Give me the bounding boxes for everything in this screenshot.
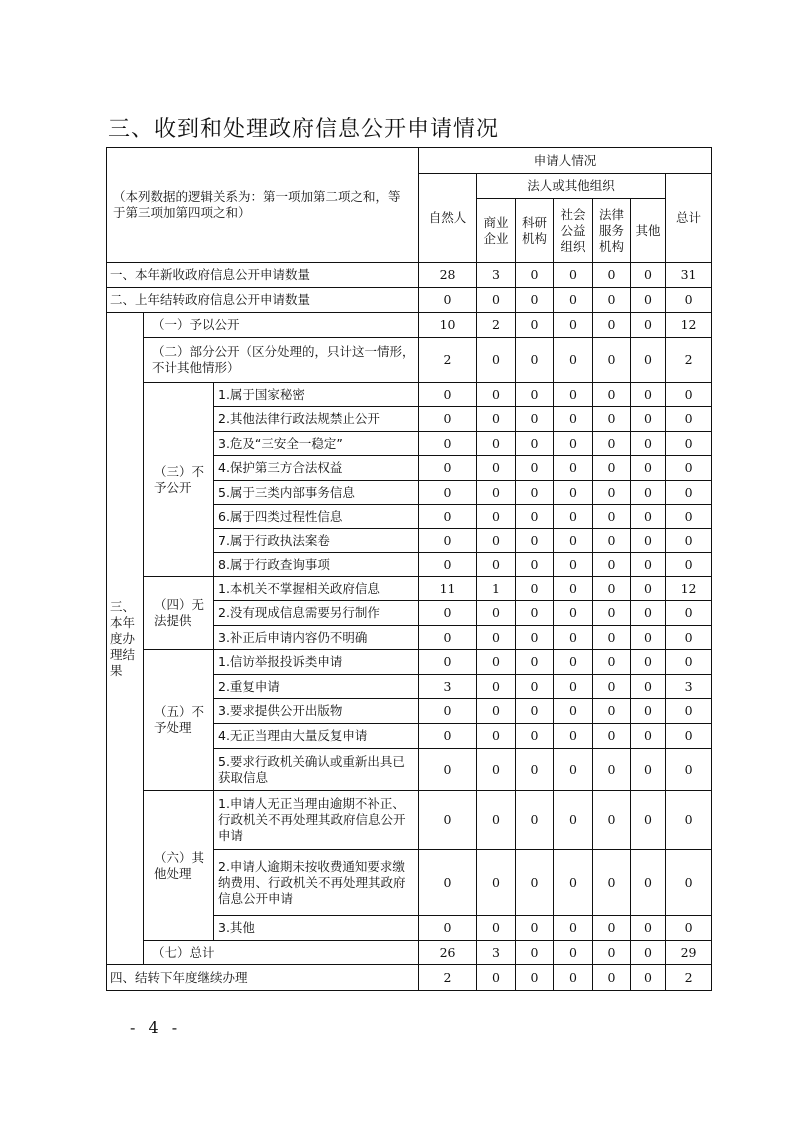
- value-cell: 0: [631, 650, 666, 675]
- value-cell: 0: [631, 481, 666, 505]
- value-cell: 0: [419, 601, 477, 626]
- table-row: [107, 338, 712, 383]
- value-cell: 0: [516, 313, 554, 338]
- value-cell: 0: [631, 456, 666, 481]
- value-cell: 0: [631, 791, 666, 850]
- header-note: （本列数据的逻辑关系为：第一项加第二项之和，等于第三项加第四项之和）: [107, 148, 419, 263]
- value-cell: 0: [554, 850, 593, 916]
- value-cell: 0: [419, 791, 477, 850]
- value-cell: 0: [554, 699, 593, 724]
- value-cell: 0: [593, 724, 631, 749]
- value-cell: 0: [631, 338, 666, 383]
- value-cell: 0: [516, 432, 554, 456]
- value-cell: 0: [593, 529, 631, 553]
- value-cell: 0: [593, 505, 631, 529]
- value-cell: 0: [477, 432, 516, 456]
- value-cell: 0: [554, 724, 593, 749]
- header-other: 其他: [631, 199, 666, 263]
- value-cell: 0: [666, 601, 712, 626]
- value-cell: 0: [419, 432, 477, 456]
- value-cell: 0: [554, 749, 593, 791]
- value-cell: 0: [516, 749, 554, 791]
- value-cell: 12: [666, 577, 712, 601]
- table-row: [107, 263, 712, 288]
- value-cell: 0: [554, 626, 593, 650]
- page-number: - 4 -: [130, 1018, 182, 1037]
- row-label: （一）予以公开: [144, 313, 419, 338]
- value-cell: 0: [631, 263, 666, 288]
- value-cell: 0: [419, 505, 477, 529]
- value-cell: 3: [419, 675, 477, 699]
- item-label: 1.本机关不掌握相关政府信息: [214, 577, 419, 601]
- value-cell: 0: [593, 313, 631, 338]
- value-cell: 0: [666, 650, 712, 675]
- item-label: 5.要求行政机关确认或重新出具已获取信息: [214, 749, 419, 791]
- value-cell: 29: [666, 941, 712, 965]
- value-cell: 0: [419, 407, 477, 432]
- header-natural: 自然人: [419, 174, 477, 263]
- value-cell: 0: [419, 850, 477, 916]
- value-cell: 0: [554, 577, 593, 601]
- value-cell: 0: [477, 724, 516, 749]
- table-row: [107, 941, 712, 965]
- value-cell: 0: [477, 650, 516, 675]
- item-label: 1.属于国家秘密: [214, 383, 419, 407]
- value-cell: 0: [593, 481, 631, 505]
- item-label: 2.重复申请: [214, 675, 419, 699]
- value-cell: 0: [631, 553, 666, 577]
- value-cell: 0: [593, 749, 631, 791]
- value-cell: 0: [554, 313, 593, 338]
- value-cell: 0: [419, 650, 477, 675]
- value-cell: 0: [477, 626, 516, 650]
- item-label: 2.其他法律行政法规禁止公开: [214, 407, 419, 432]
- value-cell: 0: [631, 850, 666, 916]
- table-row: [107, 577, 712, 601]
- value-cell: 0: [631, 432, 666, 456]
- section3-label: 三、本年度办理结果: [107, 313, 144, 965]
- value-cell: 0: [477, 553, 516, 577]
- value-cell: 0: [554, 338, 593, 383]
- value-cell: 0: [554, 675, 593, 699]
- group-label: （四）无法提供: [144, 577, 214, 650]
- value-cell: 0: [554, 481, 593, 505]
- value-cell: 0: [593, 577, 631, 601]
- value-cell: 0: [516, 383, 554, 407]
- value-cell: 0: [631, 916, 666, 941]
- value-cell: 0: [631, 288, 666, 313]
- value-cell: 0: [477, 288, 516, 313]
- item-label: 2.申请人逾期未按收费通知要求缴纳费用、行政机关不再处理其政府信息公开申请: [214, 850, 419, 916]
- value-cell: 0: [477, 481, 516, 505]
- application-table: [106, 147, 712, 991]
- value-cell: 0: [554, 432, 593, 456]
- value-cell: 0: [593, 263, 631, 288]
- value-cell: 0: [516, 263, 554, 288]
- table-row: [107, 313, 712, 338]
- value-cell: 0: [419, 529, 477, 553]
- item-label: 8.属于行政查询事项: [214, 553, 419, 577]
- value-cell: 0: [516, 699, 554, 724]
- value-cell: 0: [593, 850, 631, 916]
- value-cell: 0: [666, 916, 712, 941]
- value-cell: 0: [593, 650, 631, 675]
- value-cell: 0: [666, 288, 712, 313]
- value-cell: 0: [516, 791, 554, 850]
- row-label: 一、本年新收政府信息公开申请数量: [107, 263, 419, 288]
- value-cell: 0: [593, 675, 631, 699]
- value-cell: 0: [631, 626, 666, 650]
- table-row: [107, 791, 712, 850]
- value-cell: 0: [516, 338, 554, 383]
- value-cell: 0: [554, 791, 593, 850]
- value-cell: 0: [631, 313, 666, 338]
- value-cell: 0: [666, 553, 712, 577]
- value-cell: 11: [419, 577, 477, 601]
- value-cell: 0: [477, 916, 516, 941]
- value-cell: 3: [666, 675, 712, 699]
- item-label: 6.属于四类过程性信息: [214, 505, 419, 529]
- value-cell: 0: [516, 626, 554, 650]
- value-cell: 31: [666, 263, 712, 288]
- header-commercial: 商业企业: [477, 199, 516, 263]
- value-cell: 0: [554, 916, 593, 941]
- value-cell: 0: [631, 407, 666, 432]
- value-cell: 0: [666, 850, 712, 916]
- header-applicant: 申请人情况: [419, 148, 712, 174]
- value-cell: 0: [631, 699, 666, 724]
- value-cell: 0: [477, 456, 516, 481]
- value-cell: 0: [666, 505, 712, 529]
- value-cell: 0: [631, 724, 666, 749]
- value-cell: 12: [666, 313, 712, 338]
- value-cell: 0: [593, 553, 631, 577]
- value-cell: 0: [593, 699, 631, 724]
- value-cell: 0: [593, 288, 631, 313]
- item-label: 3.其他: [214, 916, 419, 941]
- value-cell: 0: [419, 724, 477, 749]
- header-legal-group: 法人或其他组织: [477, 174, 666, 199]
- value-cell: 0: [516, 850, 554, 916]
- value-cell: 0: [666, 626, 712, 650]
- value-cell: 0: [666, 407, 712, 432]
- value-cell: 0: [477, 850, 516, 916]
- value-cell: 0: [516, 965, 554, 991]
- value-cell: 0: [631, 749, 666, 791]
- value-cell: 0: [477, 749, 516, 791]
- item-label: 4.无正当理由大量反复申请: [214, 724, 419, 749]
- value-cell: 3: [477, 941, 516, 965]
- header-research: 科研机构: [516, 199, 554, 263]
- value-cell: 0: [593, 916, 631, 941]
- value-cell: 0: [516, 456, 554, 481]
- value-cell: 0: [593, 941, 631, 965]
- value-cell: 0: [554, 601, 593, 626]
- row-label: 二、上年结转政府信息公开申请数量: [107, 288, 419, 313]
- group-label: （五）不予处理: [144, 650, 214, 791]
- item-label: 3.危及“三安全一稳定”: [214, 432, 419, 456]
- value-cell: 0: [631, 941, 666, 965]
- value-cell: 0: [477, 791, 516, 850]
- value-cell: 0: [516, 675, 554, 699]
- value-cell: 2: [419, 338, 477, 383]
- value-cell: 0: [666, 432, 712, 456]
- value-cell: 0: [554, 553, 593, 577]
- value-cell: 0: [477, 675, 516, 699]
- value-cell: 0: [554, 941, 593, 965]
- value-cell: 0: [666, 699, 712, 724]
- value-cell: 0: [516, 941, 554, 965]
- item-label: 3.要求提供公开出版物: [214, 699, 419, 724]
- value-cell: 2: [666, 965, 712, 991]
- value-cell: 0: [554, 529, 593, 553]
- value-cell: 0: [631, 383, 666, 407]
- value-cell: 0: [666, 749, 712, 791]
- value-cell: 0: [593, 456, 631, 481]
- value-cell: 0: [477, 505, 516, 529]
- value-cell: 3: [477, 263, 516, 288]
- item-label: 5.属于三类内部事务信息: [214, 481, 419, 505]
- value-cell: 0: [593, 791, 631, 850]
- row-label: （七）总计: [144, 941, 419, 965]
- value-cell: 0: [419, 456, 477, 481]
- value-cell: 2: [419, 965, 477, 991]
- value-cell: 0: [516, 724, 554, 749]
- value-cell: 0: [477, 338, 516, 383]
- value-cell: 0: [593, 626, 631, 650]
- value-cell: 0: [419, 383, 477, 407]
- value-cell: 28: [419, 263, 477, 288]
- value-cell: 0: [554, 407, 593, 432]
- table-row: [107, 383, 712, 407]
- value-cell: 0: [666, 529, 712, 553]
- item-label: 1.申请人无正当理由逾期不补正、行政机关不再处理其政府信息公开申请: [214, 791, 419, 850]
- value-cell: 0: [593, 965, 631, 991]
- value-cell: 0: [419, 626, 477, 650]
- value-cell: 0: [554, 505, 593, 529]
- value-cell: 0: [477, 965, 516, 991]
- value-cell: 0: [593, 432, 631, 456]
- value-cell: 0: [419, 481, 477, 505]
- value-cell: 0: [516, 288, 554, 313]
- value-cell: 0: [554, 263, 593, 288]
- value-cell: 0: [477, 407, 516, 432]
- header-social: 社会公益组织: [554, 199, 593, 263]
- value-cell: 0: [516, 650, 554, 675]
- item-label: 2.没有现成信息需要另行制作: [214, 601, 419, 626]
- value-cell: 0: [631, 529, 666, 553]
- item-label: 7.属于行政执法案卷: [214, 529, 419, 553]
- item-label: 4.保护第三方合法权益: [214, 456, 419, 481]
- row-label: （二）部分公开（区分处理的，只计这一情形，不计其他情形）: [144, 338, 419, 383]
- table-row: [107, 288, 712, 313]
- row-label: 四、结转下年度继续办理: [107, 965, 419, 991]
- value-cell: 0: [631, 505, 666, 529]
- value-cell: 0: [516, 916, 554, 941]
- value-cell: 2: [666, 338, 712, 383]
- table-row: [107, 965, 712, 991]
- value-cell: 0: [419, 553, 477, 577]
- value-cell: 0: [666, 791, 712, 850]
- value-cell: 0: [554, 650, 593, 675]
- value-cell: 0: [593, 407, 631, 432]
- value-cell: 0: [554, 383, 593, 407]
- value-cell: 0: [631, 675, 666, 699]
- value-cell: 0: [419, 288, 477, 313]
- value-cell: 0: [631, 601, 666, 626]
- value-cell: 0: [516, 529, 554, 553]
- value-cell: 0: [419, 916, 477, 941]
- value-cell: 1: [477, 577, 516, 601]
- value-cell: 26: [419, 941, 477, 965]
- value-cell: 0: [516, 601, 554, 626]
- value-cell: 0: [666, 383, 712, 407]
- section-title: 三、收到和处理政府信息公开申请情况: [108, 117, 500, 142]
- value-cell: 0: [516, 505, 554, 529]
- group-label: （三）不予公开: [144, 383, 214, 577]
- value-cell: 10: [419, 313, 477, 338]
- value-cell: 0: [477, 529, 516, 553]
- value-cell: 0: [516, 577, 554, 601]
- group-label: （六）其他处理: [144, 791, 214, 941]
- header-total: 总计: [666, 174, 712, 263]
- value-cell: 0: [419, 749, 477, 791]
- table-row: [107, 650, 712, 675]
- value-cell: 0: [516, 407, 554, 432]
- value-cell: 2: [477, 313, 516, 338]
- value-cell: 0: [419, 699, 477, 724]
- value-cell: 0: [593, 338, 631, 383]
- value-cell: 0: [593, 383, 631, 407]
- value-cell: 0: [593, 601, 631, 626]
- value-cell: 0: [666, 456, 712, 481]
- value-cell: 0: [516, 553, 554, 577]
- value-cell: 0: [477, 699, 516, 724]
- value-cell: 0: [631, 965, 666, 991]
- value-cell: 0: [631, 577, 666, 601]
- value-cell: 0: [554, 965, 593, 991]
- header-legal-service: 法律服务机构: [593, 199, 631, 263]
- value-cell: 0: [554, 288, 593, 313]
- value-cell: 0: [666, 724, 712, 749]
- item-label: 1.信访举报投诉类申请: [214, 650, 419, 675]
- value-cell: 0: [477, 383, 516, 407]
- value-cell: 0: [516, 481, 554, 505]
- value-cell: 0: [666, 481, 712, 505]
- value-cell: 0: [477, 601, 516, 626]
- item-label: 3.补正后申请内容仍不明确: [214, 626, 419, 650]
- value-cell: 0: [554, 456, 593, 481]
